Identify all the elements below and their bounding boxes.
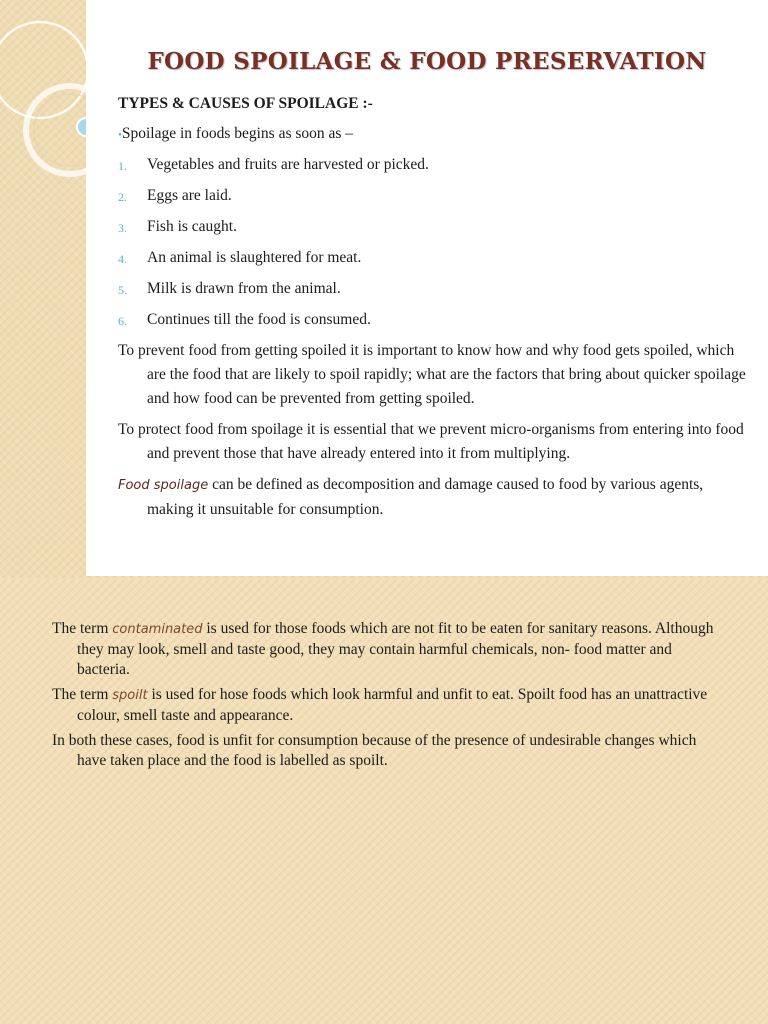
list-item xyxy=(118,277,748,301)
contaminated-text: is used for those foods which are not fit to be eaten for sanitary reasons. Although they may look, smell and taste good, they may contain harmful chemicals, non- food matter and bacteria. xyxy=(77,620,714,678)
list-number: 6. xyxy=(118,314,127,328)
list-item-text: Fish is caught. xyxy=(147,218,237,235)
paragraph-conclusion: In both these cases, food is unfit for consumption because of the presence of undesirable changes which have taken place and the food is labelled as spoilt. xyxy=(52,732,697,769)
content-panel xyxy=(86,0,768,576)
list-item xyxy=(118,184,748,208)
list-item xyxy=(118,215,748,239)
list-item xyxy=(118,308,748,332)
list-number: 3. xyxy=(118,221,127,235)
contaminated-lead: The term xyxy=(52,620,113,637)
paragraph-prevent: To prevent food from getting spoiled it is important to know how and why food gets spoiled, which are the food that are likely to spoil rapidly; what are the factors that bring about quicker spoilage and how food can be prevented from getting spoiled. xyxy=(118,342,746,407)
page-title: FOOD SPOILAGE & FOOD PRESERVATION xyxy=(147,48,707,75)
list-number: 1. xyxy=(118,159,127,173)
list-item-text: An animal is slaughtered for meat. xyxy=(147,249,362,266)
list-item-text: Milk is drawn from the animal. xyxy=(147,280,341,297)
upper-content xyxy=(118,92,748,529)
term-contaminated: contaminated xyxy=(112,622,203,637)
term-food-spoilage: Food spoilage xyxy=(118,478,209,493)
list-item xyxy=(118,153,748,177)
paragraph-definition xyxy=(118,473,748,522)
paragraph-contaminated xyxy=(52,619,722,680)
numbered-list xyxy=(118,153,748,332)
list-item-text: Continues till the food is consumed. xyxy=(147,311,371,328)
list-item-text: Vegetables and fruits are harvested or picked. xyxy=(147,156,429,173)
bullet-intro xyxy=(118,122,748,147)
bullet-intro-text: Spoilage in foods begins as soon as – xyxy=(121,125,354,142)
term-spoilt: spoilt xyxy=(112,688,148,703)
paragraph-protect: To protect food from spoilage it is essential that we prevent micro-organisms from entering into food and prevent those that have already entered into it from multiplying. xyxy=(118,421,744,462)
list-number: 2. xyxy=(118,190,127,204)
paragraph-spoilt xyxy=(52,685,722,726)
list-item xyxy=(118,246,748,270)
spoilt-text: is used for hose foods which look harmful and unfit to eat. Spoilt food has an unattractive colour, smell taste and appearance. xyxy=(77,686,708,724)
definition-text: can be defined as decomposition and damage caused to food by various agents, making it unsuitable for consumption. xyxy=(147,476,704,518)
list-number: 5. xyxy=(118,283,127,297)
section-heading: TYPES & CAUSES OF SPOILAGE :- xyxy=(118,95,373,112)
spoilt-lead: The term xyxy=(52,686,113,703)
bullet-icon: • xyxy=(118,129,122,141)
list-item-text: Eggs are laid. xyxy=(147,187,232,204)
list-number: 4. xyxy=(118,252,127,266)
lower-content xyxy=(52,619,722,776)
